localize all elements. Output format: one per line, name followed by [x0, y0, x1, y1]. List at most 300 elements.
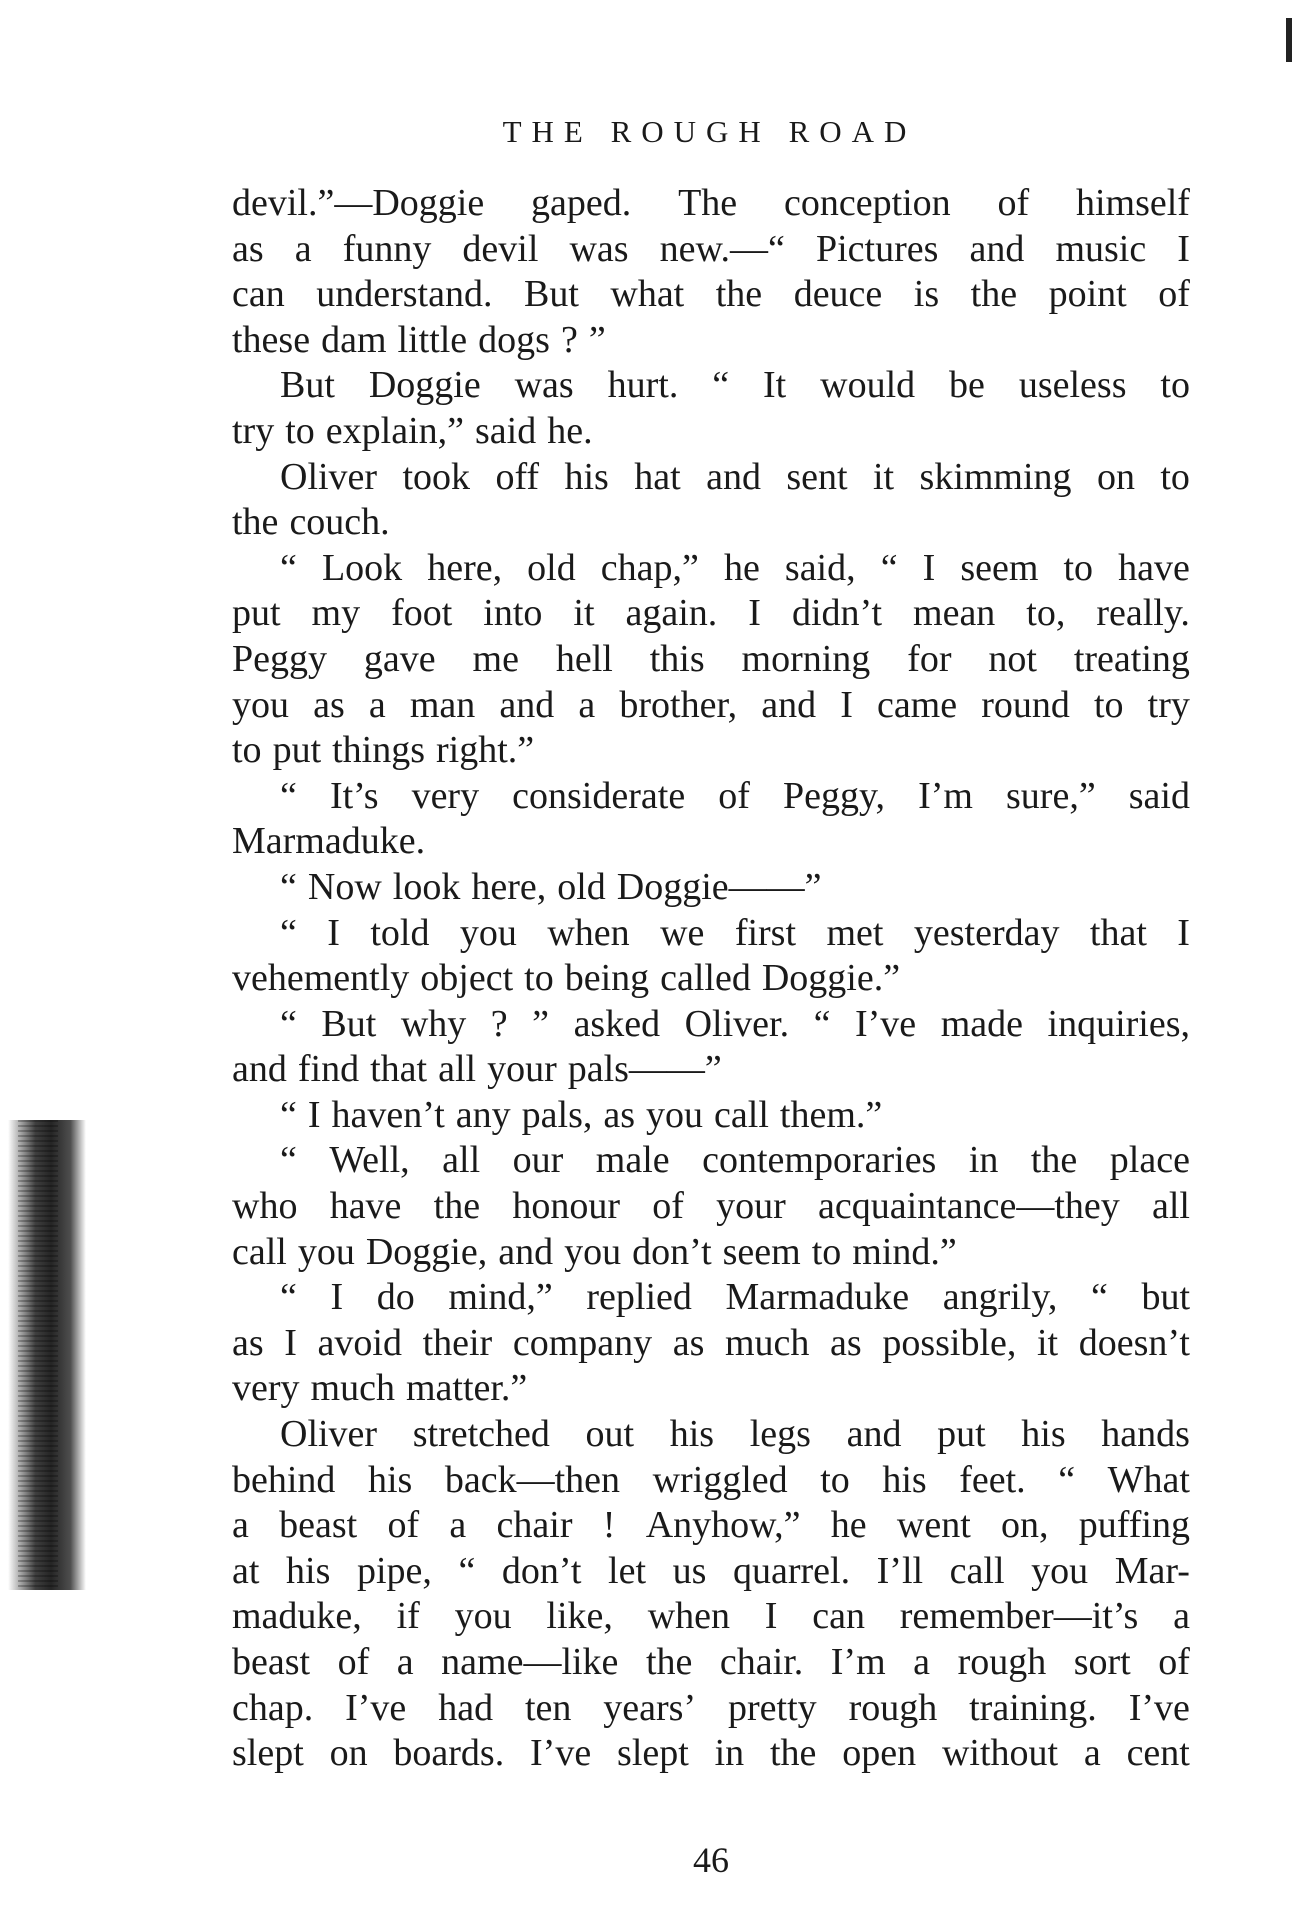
word: It’s: [329, 774, 379, 817]
word: rough: [848, 1686, 938, 1729]
word: and: [232, 1048, 287, 1091]
word: what: [610, 273, 685, 316]
word: stretched: [412, 1413, 550, 1456]
word: I’m: [830, 1641, 886, 1683]
word: doesn’t: [1078, 1321, 1190, 1364]
word: had: [438, 1686, 494, 1729]
word: you: [232, 683, 289, 726]
word: of: [387, 1504, 420, 1547]
word: It: [763, 364, 787, 407]
word: sort: [1073, 1641, 1131, 1683]
word: made: [940, 1002, 1023, 1045]
word: “: [458, 1549, 476, 1592]
word: and: [499, 683, 555, 726]
word: beast: [279, 1504, 358, 1547]
word: when: [647, 1595, 730, 1638]
word: hell: [555, 637, 613, 680]
word: to: [232, 729, 262, 772]
word: call: [714, 1093, 769, 1136]
text-line: [232, 819, 1190, 865]
word: replied: [586, 1276, 692, 1319]
word: came: [876, 683, 958, 726]
word: But: [321, 1002, 377, 1045]
word: have: [329, 1185, 402, 1228]
word: is: [913, 273, 940, 316]
word: I’ve: [1128, 1686, 1190, 1729]
word: foot: [391, 592, 453, 635]
word: I: [764, 1595, 778, 1638]
word: pals——”: [567, 1048, 722, 1091]
word: on: [1096, 455, 1135, 498]
word: pals,: [521, 1093, 593, 1136]
word: vehemently: [232, 957, 410, 1000]
word: again.: [625, 592, 718, 635]
word: But: [280, 364, 335, 407]
word: all: [1151, 1185, 1190, 1228]
word: explain,”: [325, 409, 464, 452]
word: But: [523, 273, 579, 316]
word: he: [723, 546, 760, 589]
word: “: [280, 1093, 297, 1136]
word: Doggie.”: [761, 957, 901, 1000]
word: look: [392, 865, 461, 908]
word: us: [672, 1549, 707, 1592]
word: I’ve: [345, 1686, 407, 1729]
word: any: [455, 1093, 511, 1136]
word: a: [232, 1504, 249, 1547]
word: old: [557, 865, 606, 908]
word: took: [402, 455, 471, 498]
word: of: [1158, 273, 1190, 316]
word: man: [409, 683, 476, 726]
word: “: [280, 911, 297, 954]
word: a: [396, 1641, 414, 1683]
text-line: [232, 227, 1190, 273]
word: Doggie,: [365, 1230, 488, 1273]
word: a: [578, 683, 596, 726]
word: the: [433, 1185, 481, 1228]
word: “: [280, 546, 297, 589]
word: right.”: [436, 729, 535, 772]
word: in: [968, 1139, 999, 1182]
word: a: [1083, 1732, 1101, 1775]
text-line: [232, 1549, 1190, 1595]
word: as: [672, 1321, 705, 1364]
text-line: [232, 911, 1190, 957]
body-text: [232, 181, 1190, 1777]
word: in: [714, 1732, 745, 1775]
text-line: [232, 546, 1190, 592]
word: on: [329, 1732, 368, 1775]
word: company: [512, 1321, 653, 1364]
word: it: [1036, 1321, 1059, 1364]
word: hurt.: [607, 364, 679, 407]
word: Now: [307, 865, 382, 908]
word: Well,: [329, 1139, 410, 1182]
word: possible,: [882, 1321, 1017, 1364]
word: a: [294, 227, 312, 270]
word: I’ve: [530, 1732, 592, 1775]
word: chair: [496, 1504, 573, 1547]
word: of: [718, 774, 750, 817]
word: male: [595, 1139, 670, 1182]
text-line: [232, 1686, 1190, 1732]
word: name—like: [441, 1641, 619, 1683]
text-line: [232, 1594, 1190, 1640]
word: the: [970, 273, 1018, 316]
text-line: [232, 1731, 1190, 1777]
word: training.: [969, 1686, 1097, 1729]
word: “: [280, 774, 297, 817]
word: ten: [524, 1686, 572, 1729]
word: avoid: [317, 1321, 402, 1364]
word: Oliver: [280, 455, 378, 498]
word: “: [1058, 1458, 1076, 1501]
word: little: [397, 318, 468, 361]
word: your: [716, 1185, 786, 1228]
word: open: [842, 1732, 917, 1775]
word: quarrel.: [732, 1549, 851, 1592]
word: of: [1158, 1641, 1190, 1683]
word: very: [411, 774, 480, 817]
word: this: [649, 637, 705, 680]
word: your: [487, 1048, 557, 1091]
word: I’ve: [855, 1002, 917, 1045]
word: call: [232, 1230, 287, 1273]
word: you: [1031, 1549, 1089, 1592]
word: yesterday: [913, 911, 1060, 954]
word: sure,”: [1006, 774, 1096, 817]
word: of: [337, 1641, 370, 1683]
word: I: [327, 911, 340, 954]
word: and: [969, 227, 1025, 270]
word: puffing: [1078, 1504, 1190, 1547]
word: contemporaries: [702, 1139, 937, 1182]
text-line: [232, 591, 1190, 637]
text-line: [232, 865, 1190, 911]
scan-edge-mark: [1286, 18, 1292, 62]
word: why: [400, 1002, 467, 1045]
word: the: [770, 1732, 817, 1775]
word: round: [981, 683, 1070, 726]
text-line: [232, 1366, 1190, 1412]
word: I: [748, 592, 761, 635]
word: on,: [1001, 1504, 1049, 1547]
word: be: [949, 364, 985, 407]
word: put: [232, 592, 281, 635]
word: off: [495, 455, 540, 498]
word: years’: [603, 1686, 697, 1729]
word: don’t: [501, 1549, 582, 1592]
word: object: [420, 957, 514, 1000]
text-line: [232, 637, 1190, 683]
word: as: [232, 227, 264, 270]
word: to: [811, 1230, 842, 1273]
word: behind: [232, 1458, 336, 1501]
word: to: [285, 409, 315, 452]
word: all: [442, 1139, 481, 1182]
word: slept: [232, 1732, 304, 1775]
word: point: [1048, 273, 1127, 316]
word: “: [280, 1276, 297, 1319]
word: put: [937, 1413, 986, 1456]
word: a: [913, 1641, 931, 1683]
word: morning: [741, 637, 871, 680]
word: me: [472, 637, 519, 680]
text-line: [232, 1275, 1190, 1321]
word: was: [514, 364, 574, 407]
word: rough: [957, 1641, 1047, 1683]
word: remember—it’s: [899, 1595, 1139, 1638]
word: Anyhow,”: [645, 1504, 801, 1547]
word: it: [573, 592, 595, 635]
word: Mar-: [1114, 1549, 1190, 1592]
text-line: [232, 1321, 1190, 1367]
word: understand.: [316, 273, 493, 316]
word: you: [297, 1230, 355, 1273]
word: much: [725, 1321, 810, 1364]
word: I: [330, 1276, 344, 1319]
word: to: [524, 957, 554, 1000]
word: chap.: [232, 1686, 314, 1729]
word: would: [820, 364, 916, 407]
word: but: [1141, 1276, 1190, 1319]
word: himself: [1075, 182, 1190, 224]
word: them.”: [779, 1093, 883, 1136]
word: you: [646, 1093, 704, 1136]
word: of: [997, 182, 1030, 224]
word: legs: [749, 1413, 811, 1456]
word: I’m: [918, 774, 973, 817]
word: slept: [617, 1732, 689, 1775]
word: feet.: [959, 1458, 1026, 1501]
word: called: [660, 957, 751, 1000]
word: conception: [783, 182, 951, 224]
text-line: [232, 774, 1190, 820]
word: brother,: [619, 683, 738, 726]
word: can: [812, 1595, 865, 1638]
word: if: [396, 1595, 420, 1638]
word: said: [475, 409, 537, 452]
text-line: [232, 1002, 1190, 1048]
word: devil: [462, 227, 539, 270]
word: ?: [490, 1002, 508, 1045]
word: “: [880, 546, 898, 589]
word: I: [1177, 911, 1190, 954]
word: who: [232, 1185, 298, 1228]
word: it: [873, 455, 895, 498]
word: was: [569, 227, 629, 270]
word: place: [1109, 1139, 1190, 1182]
word: new.—“: [659, 227, 785, 270]
word: Pictures: [815, 227, 939, 270]
word: The: [678, 182, 738, 224]
word: hands: [1101, 1413, 1190, 1456]
word: music: [1055, 227, 1147, 270]
word: here,: [427, 546, 503, 589]
text-line: [232, 1184, 1190, 1230]
word: said,: [784, 546, 856, 589]
word: “: [280, 1002, 297, 1045]
word: do: [376, 1276, 415, 1319]
word: very: [232, 1367, 300, 1410]
text-line: [232, 181, 1190, 227]
word: call: [949, 1549, 1005, 1592]
text-line: [232, 1138, 1190, 1184]
word: he.: [547, 409, 593, 452]
word: told: [370, 911, 430, 954]
word: chair.: [719, 1641, 804, 1683]
text-line: [232, 956, 1190, 1002]
word: Oliver: [280, 1413, 378, 1456]
word: our: [512, 1139, 564, 1182]
word: and: [846, 1413, 902, 1456]
word: maduke,: [232, 1595, 362, 1638]
word: my: [311, 592, 361, 635]
word: boards.: [393, 1732, 505, 1775]
word: the: [645, 1641, 693, 1683]
text-line: [232, 409, 1190, 455]
word: have: [1118, 546, 1190, 589]
word: !: [602, 1504, 616, 1547]
word: of: [652, 1185, 684, 1228]
word: ”: [532, 1002, 550, 1045]
word: chap,”: [600, 546, 699, 589]
word: when: [547, 911, 630, 954]
running-head: THE ROUGH ROAD: [502, 114, 917, 149]
word: gave: [363, 637, 436, 680]
word: Look: [321, 546, 403, 589]
word: “: [1090, 1276, 1108, 1319]
word: first: [734, 911, 797, 954]
text-line: [232, 1640, 1190, 1686]
word: to: [1063, 546, 1094, 589]
word: old: [527, 546, 576, 589]
word: I’ll: [876, 1549, 924, 1592]
word: the: [715, 273, 763, 316]
word: and: [498, 1230, 554, 1273]
word: that: [370, 1048, 428, 1091]
word: all: [438, 1048, 477, 1091]
page-number: 46: [693, 1840, 729, 1880]
word: seem: [722, 1230, 801, 1273]
word: ”: [588, 318, 606, 361]
word: skimming: [919, 455, 1072, 498]
word: Marmaduke.: [232, 820, 426, 863]
word: considerate: [512, 774, 686, 817]
word: inquiries,: [1047, 1002, 1190, 1045]
word: don’t: [632, 1230, 712, 1273]
word: sent: [786, 455, 848, 498]
word: at: [232, 1549, 260, 1592]
word: let: [608, 1549, 647, 1592]
word: “: [813, 1002, 831, 1045]
word: and: [761, 683, 817, 726]
word: like,: [546, 1595, 613, 1638]
word: useless: [1018, 364, 1127, 407]
word: hat: [634, 455, 681, 498]
word: gaped.: [531, 182, 632, 224]
word: that: [1089, 911, 1147, 954]
word: What: [1107, 1458, 1190, 1501]
word: back—then: [444, 1458, 621, 1501]
word: pipe,: [356, 1549, 432, 1592]
word: met: [826, 911, 884, 954]
text-line: [232, 1503, 1190, 1549]
word: a: [449, 1504, 467, 1547]
word: to: [1160, 455, 1190, 498]
word: seem: [960, 546, 1039, 589]
text-line: [232, 500, 1190, 546]
word: couch.: [289, 501, 390, 544]
word: acquaintance—they: [818, 1185, 1120, 1228]
word: the: [1030, 1139, 1078, 1182]
word: “: [712, 364, 730, 407]
word: the: [232, 501, 279, 544]
word: “: [280, 865, 297, 908]
binding-shadow-texture: [18, 1120, 58, 1590]
word: angrily,: [942, 1276, 1058, 1319]
word: try: [1147, 683, 1190, 726]
word: to: [1160, 364, 1190, 407]
word: you: [564, 1230, 622, 1273]
word: haven’t: [331, 1093, 445, 1136]
word: we: [660, 911, 705, 954]
word: Doggie: [368, 364, 481, 407]
word: his: [286, 1549, 331, 1592]
word: as: [313, 683, 345, 726]
word: I: [307, 1093, 321, 1136]
word: I: [284, 1321, 297, 1364]
word: here,: [471, 865, 547, 908]
word: beast: [232, 1641, 311, 1683]
word: his: [367, 1458, 413, 1501]
text-line: [232, 1230, 1190, 1276]
word: I: [1177, 227, 1190, 270]
word: honour: [512, 1185, 620, 1228]
word: he: [830, 1504, 867, 1547]
word: pretty: [728, 1686, 817, 1729]
text-line: [232, 363, 1190, 409]
word: Peggy,: [782, 774, 886, 817]
word: really.: [1096, 592, 1190, 635]
word: Marmaduke: [725, 1276, 910, 1319]
text-line: [232, 1458, 1190, 1504]
word: out: [585, 1413, 635, 1456]
word: mean: [913, 592, 996, 635]
word: ?: [560, 318, 578, 361]
word: as: [232, 1321, 264, 1364]
word: to: [1093, 683, 1124, 726]
word: cent: [1126, 1732, 1190, 1775]
text-line: [232, 1093, 1190, 1139]
word: put: [272, 729, 322, 772]
text-line: [232, 683, 1190, 729]
text-line: [232, 1047, 1190, 1093]
word: without: [941, 1732, 1059, 1775]
word: matter.”: [405, 1367, 528, 1410]
word: as: [603, 1093, 636, 1136]
word: can: [232, 273, 285, 316]
text-line: [232, 272, 1190, 318]
word: funny: [342, 227, 432, 270]
word: Peggy: [232, 637, 327, 680]
text-line: [232, 318, 1190, 364]
word: deuce: [793, 273, 883, 316]
text-line: [232, 455, 1190, 501]
word: asked: [573, 1002, 661, 1045]
text-line: [232, 1412, 1190, 1458]
